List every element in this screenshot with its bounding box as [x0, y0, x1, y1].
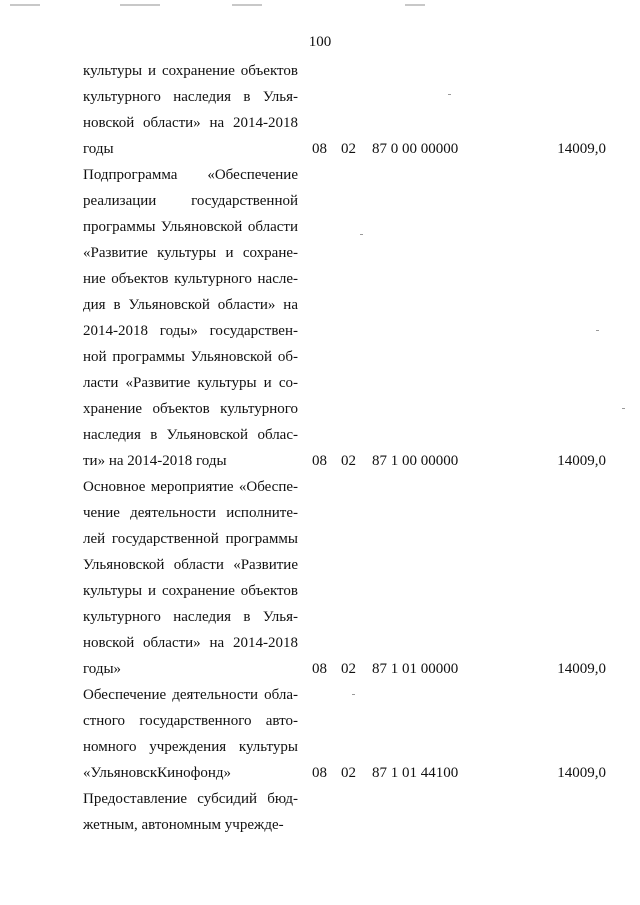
- subsection-code: 02: [341, 765, 356, 781]
- target-article-code: 87 1 01 00000: [372, 661, 459, 677]
- amount-value: 14009,0: [557, 661, 606, 677]
- row-name-line: новской области» на 2014-2018: [83, 635, 298, 651]
- row-name-line: лей государственной программы: [83, 531, 298, 547]
- row-name-line: «Развитие культуры и сохране-: [83, 245, 298, 261]
- row-name-line: программы Ульяновской области: [83, 219, 298, 235]
- page-number: 100: [308, 34, 332, 50]
- row-name-line: новской области» на 2014-2018: [83, 115, 298, 131]
- row-name-line: 2014-2018 годы» государствен-: [83, 323, 298, 339]
- row-name-line: культурного наследия в Улья-: [83, 609, 298, 625]
- row-name-line: стного государственного авто-: [83, 713, 298, 729]
- row-name-line: ной программы Ульяновской об-: [83, 349, 298, 365]
- row-name-line: ние объектов культурного насле-: [83, 271, 298, 287]
- row-name-line: культуры и сохранение объектов: [83, 63, 298, 79]
- target-article-code: 87 1 01 44100: [372, 765, 459, 781]
- subsection-code: 02: [341, 141, 356, 157]
- row-name-line: Обеспечение деятельности обла-: [83, 687, 298, 703]
- row-name-line: культурного наследия в Улья-: [83, 89, 298, 105]
- section-code: 08: [312, 765, 327, 781]
- row-name-line: реализации государственной: [83, 193, 298, 209]
- row-name-line: ти» на 2014-2018 годы: [83, 453, 227, 469]
- row-name-line: номного учреждения культуры: [83, 739, 298, 755]
- row-name-line: жетным, автономным учрежде-: [83, 817, 284, 833]
- section-code: 08: [312, 453, 327, 469]
- row-name-line: чение деятельности исполните-: [83, 505, 298, 521]
- row-name-line: годы: [83, 141, 114, 157]
- amount-value: 14009,0: [557, 765, 606, 781]
- row-name-line: годы»: [83, 661, 122, 677]
- row-name-line: хранение объектов культурного: [83, 401, 298, 417]
- amount-value: 14009,0: [557, 453, 606, 469]
- amount-value: 14009,0: [557, 141, 606, 157]
- row-name-line: Основное мероприятие «Обеспе-: [83, 479, 298, 495]
- target-article-code: 87 1 00 00000: [372, 453, 459, 469]
- row-name-line: наследия в Ульяновской облас-: [83, 427, 298, 443]
- row-name-line: «УльяновскКинофонд»: [83, 765, 232, 781]
- subsection-code: 02: [341, 661, 356, 677]
- row-name-line: Предоставление субсидий бюд-: [83, 791, 298, 807]
- section-code: 08: [312, 141, 327, 157]
- row-name-line: культуры и сохранение объектов: [83, 583, 298, 599]
- target-article-code: 87 0 00 00000: [372, 141, 459, 157]
- row-name-line: Подпрограмма «Обеспечение: [83, 167, 298, 183]
- row-name-line: Ульяновской области «Развитие: [83, 557, 298, 573]
- row-name-line: ласти «Развитие культуры и со-: [83, 375, 298, 391]
- subsection-code: 02: [341, 453, 356, 469]
- section-code: 08: [312, 661, 327, 677]
- row-name-line: дия в Ульяновской области» на: [83, 297, 298, 313]
